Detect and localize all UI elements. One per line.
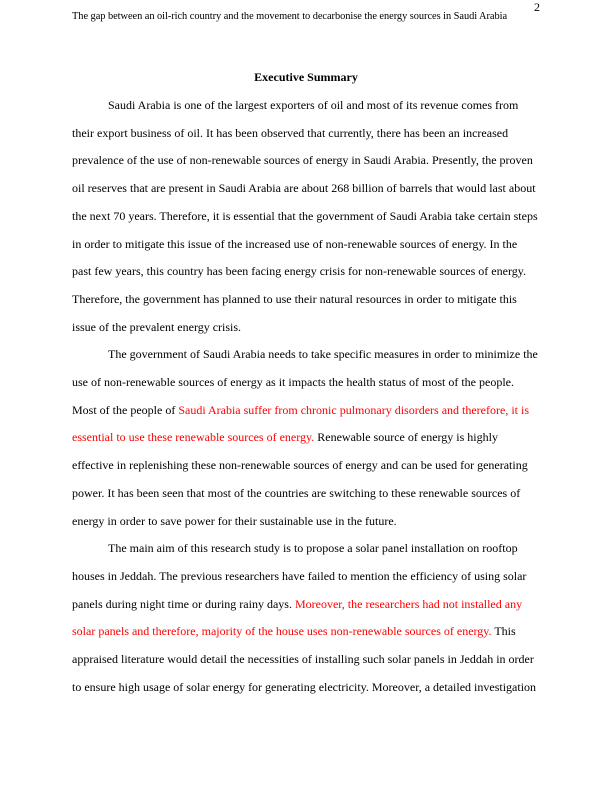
text-line: [72, 341, 544, 369]
text-line: [72, 424, 544, 452]
text-run: prevalence of the use of non-renewable sources of energy in Saudi Arabia. Presently, the proven: [72, 153, 533, 168]
text-line: [72, 175, 544, 203]
text-line: [72, 563, 544, 591]
highlighted-text: Saudi Arabia suffer from chronic pulmonary disorders and therefore, it is: [178, 402, 529, 417]
text-line: [72, 452, 544, 480]
text-line: [72, 120, 544, 148]
text-run: to ensure high usage of solar energy for generating electricity. Moreover, a detailed investigation: [72, 679, 537, 694]
text-line: [72, 369, 544, 397]
text-run: appraised literature would detail the necessities of installing such solar panels in Jeddah in order: [72, 652, 534, 667]
text-line: [72, 618, 544, 646]
text-line: [72, 480, 544, 508]
text-run: energy in order to save power for their sustainable use in the future.: [72, 513, 397, 528]
text-line: [72, 674, 544, 702]
paragraph: [72, 92, 544, 341]
text-line: [72, 258, 544, 286]
text-run: oil reserves that are present in Saudi Arabia are about 268 billion of barrels that would last about: [72, 181, 536, 196]
text-line: [72, 314, 544, 342]
highlighted-text: solar panels and therefore, majority of the house uses non-renewable sources of energy.: [72, 624, 492, 639]
text-run: Renewable source of energy is highly: [314, 430, 498, 445]
running-header: The gap between an oil-rich country and the movement to decarbonise the energy sources in Saudi Arabia: [72, 11, 508, 22]
text-line: [72, 231, 544, 259]
section-title: Executive Summary: [254, 70, 358, 84]
text-run: panels during night time or during rainy days.: [72, 596, 295, 611]
text-line: [72, 646, 544, 674]
text-run: Therefore, the government has planned to use their natural resources in order to mitigate this: [72, 291, 517, 306]
highlighted-text: essential to use these renewable sources of energy.: [72, 430, 315, 445]
text-run: The main aim of this research study is to propose a solar panel installation on rooftop: [108, 541, 518, 556]
text-run: power. It has been seen that most of the countries are switching to these renewable sources of: [72, 485, 521, 500]
text-run: effective in replenishing these non-renewable sources of energy and can be used for generating: [72, 458, 528, 473]
text-line: [72, 508, 544, 536]
text-line: [72, 286, 544, 314]
text-run: past few years, this country has been facing energy crisis for non-renewable sources of energy.: [72, 264, 526, 279]
text-line: [72, 397, 544, 425]
text-run: This: [491, 624, 516, 639]
text-line: [72, 535, 544, 563]
text-run: The government of Saudi Arabia needs to take specific measures in order to minimize the: [108, 347, 538, 362]
text-run: Most of the people of: [72, 402, 179, 417]
text-run: Saudi Arabia is one of the largest exporters of oil and most of its revenue comes from: [108, 98, 519, 112]
paragraph: [72, 535, 544, 701]
text-run: the next 70 years. Therefore, it is essential that the government of Saudi Arabia take certain steps: [72, 208, 538, 223]
text-line: [72, 147, 544, 175]
text-run: their export business of oil. It has been observed that currently, there has been an increased: [72, 125, 509, 140]
document-body: [72, 92, 544, 701]
paragraph: [72, 341, 544, 535]
page-number: 2: [534, 0, 540, 14]
text-line: [72, 92, 544, 120]
text-line: [72, 203, 544, 231]
highlighted-text: Moreover, the researchers had not installed any: [294, 596, 523, 611]
text-run: houses in Jeddah. The previous researchers have failed to mention the efficiency of using solar: [72, 568, 527, 583]
text-run: use of non-renewable sources of energy as it impacts the health status of most of the people.: [72, 375, 514, 390]
text-line: [72, 591, 544, 619]
text-run: in order to mitigate this issue of the increased use of non-renewable sources of energy. In the: [72, 236, 518, 251]
text-run: issue of the prevalent energy crisis.: [72, 319, 242, 334]
